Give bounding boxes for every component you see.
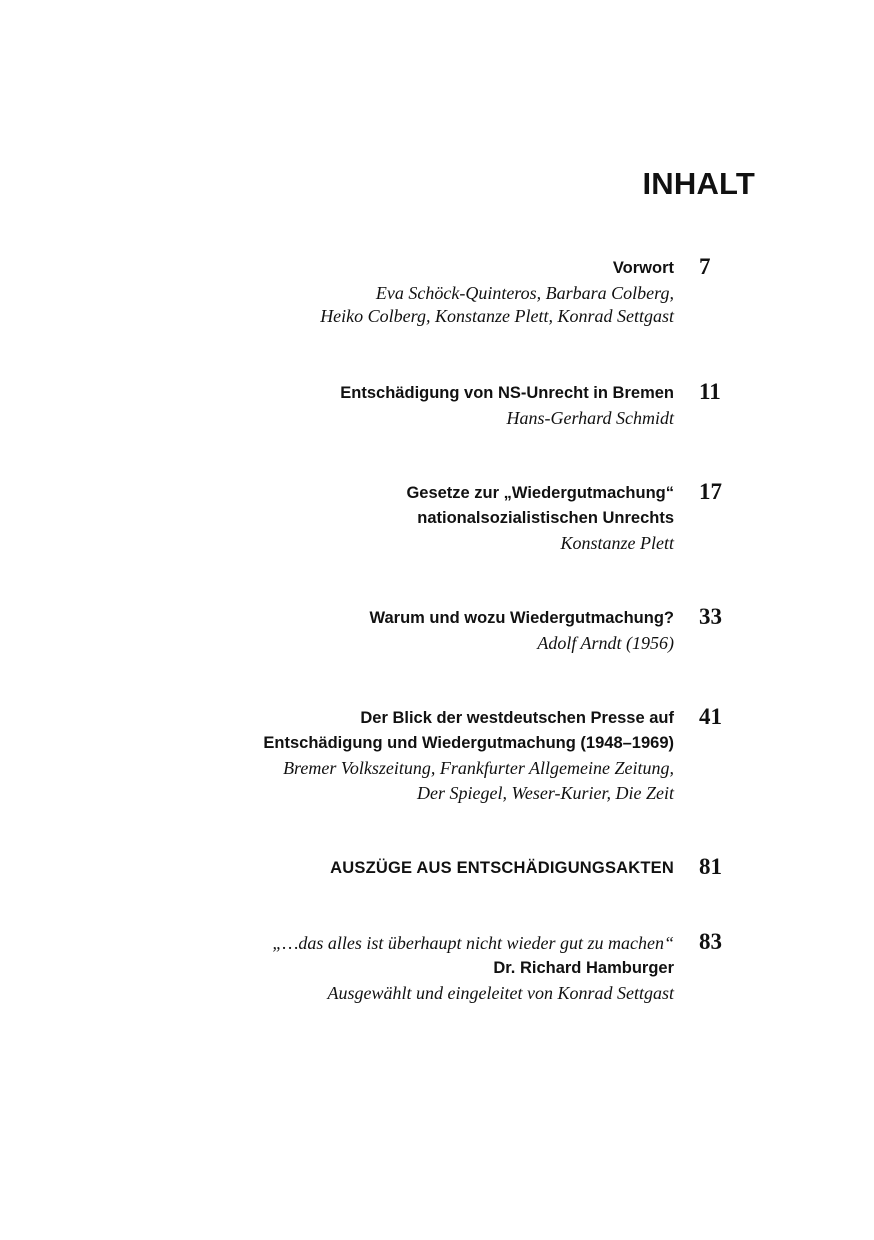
toc-entry-text — [263, 706, 674, 806]
entry-author: Hans-Gerhard Schmidt — [506, 408, 674, 428]
entry-title: Entschädigung und Wiedergutmachung (1948–1969) — [263, 734, 674, 752]
entry-title: Entschädigung von NS-Unrecht in Bremen — [340, 384, 674, 402]
entry-title: Der Blick der westdeutschen Presse auf — [360, 709, 674, 727]
entry-title: Dr. Richard Hamburger — [493, 959, 674, 977]
page-title: INHALT — [642, 166, 755, 201]
page-number: 7 — [699, 254, 711, 279]
entry-author: Bremer Volkszeitung, Frankfurter Allgemeine Zeitung, — [283, 758, 674, 778]
entry-author: Der Spiegel, Weser-Kurier, Die Zeit — [417, 783, 674, 803]
section-heading: AUSZÜGE AUS ENTSCHÄDIGUNGSAKTEN — [330, 859, 674, 877]
page-number: 83 — [699, 929, 722, 954]
page-number: 81 — [699, 854, 722, 879]
entry-author: Adolf Arndt (1956) — [537, 633, 674, 653]
toc-entry-text — [406, 481, 674, 556]
page-number: 17 — [699, 479, 722, 504]
entry-title: Vorwort — [612, 259, 674, 277]
page-number: 11 — [699, 379, 721, 404]
entry-title: Warum und wozu Wiedergutmachung? — [369, 609, 674, 627]
toc-entry-text — [320, 256, 674, 327]
entry-quote: „…das alles ist überhaupt nicht wieder gut zu machen“ — [272, 933, 674, 953]
toc-entry-text — [330, 856, 674, 881]
entry-author: Eva Schöck-Quinteros, Barbara Colberg, — [375, 283, 674, 303]
toc-entry-text — [340, 381, 674, 431]
entry-author: Ausgewählt und eingeleitet von Konrad Settgast — [327, 983, 674, 1003]
entry-author: Heiko Colberg, Konstanze Plett, Konrad Settgast — [320, 306, 674, 326]
entry-title: nationalsozialistischen Unrechts — [417, 509, 674, 527]
toc-entry-text — [272, 931, 674, 1006]
entry-title: Gesetze zur „Wiedergutmachung“ — [406, 484, 674, 502]
entry-author: Konstanze Plett — [560, 533, 674, 553]
page-number: 33 — [699, 604, 722, 629]
page-number: 41 — [699, 704, 722, 729]
toc-entry-text — [370, 606, 674, 656]
